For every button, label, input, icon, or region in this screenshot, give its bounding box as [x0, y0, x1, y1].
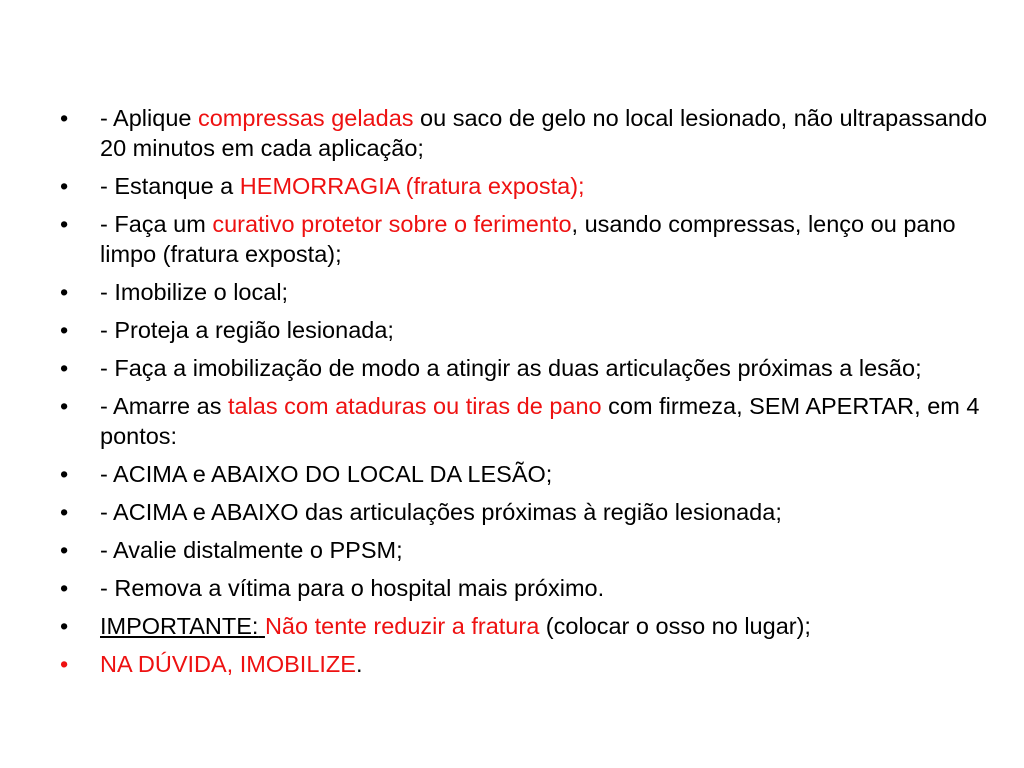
bullet-text: - ACIMA e ABAIXO das articulações próximas à região lesionada; — [100, 499, 782, 525]
bullet-marker: • — [60, 355, 69, 381]
bullet-marker: • — [60, 279, 69, 305]
bullet-marker: • — [60, 613, 69, 639]
bullet-text: - Faça a imobilização de modo a atingir as duas articulações próximas a lesão; — [100, 355, 922, 381]
bullet-marker: • — [60, 575, 69, 601]
bullet-text: - Avalie distalmente o PPSM; — [100, 537, 403, 563]
bullet-item — [60, 573, 990, 603]
bullet-item — [60, 209, 990, 269]
bullet-text: - ACIMA e ABAIXO DO LOCAL DA LESÃO; — [100, 461, 553, 487]
bullet-item — [60, 103, 990, 163]
highlighted-text: compressas geladas — [197, 105, 414, 131]
bullet-text: ou saco de gelo no local lesionado, não ultrapassando 20 minutos em cada aplicação; — [100, 105, 988, 161]
highlighted-text: talas com ataduras ou tiras de pano — [227, 393, 602, 419]
bullet-marker: • — [60, 173, 69, 199]
bullet-text: IMPORTANTE: — [100, 613, 259, 639]
bullet-text: - Estanque a — [100, 173, 240, 199]
bullet-text: , usando compressas, lenço ou pano limpo (fratura exposta); — [100, 211, 956, 267]
bullet-item — [60, 497, 990, 527]
bullet-item — [60, 649, 990, 679]
bullet-item — [60, 353, 990, 383]
bullet-item — [60, 315, 990, 345]
highlighted-text: HEMORRAGIA (fratura exposta); — [239, 173, 585, 199]
bullet-text: - Amarre as — [100, 393, 228, 419]
bullet-marker: • — [60, 461, 69, 487]
bullet-item — [60, 277, 990, 307]
bullet-text: com firmeza, SEM APERTAR, em 4 pontos: — [100, 393, 980, 449]
bullet-text: - Imobilize o local; — [100, 279, 289, 305]
bullet-marker: • — [60, 651, 69, 677]
bullet-text: (colocar o osso no lugar); — [539, 613, 811, 639]
bullet-text: . — [355, 651, 363, 677]
bullet-item — [60, 535, 990, 565]
bullet-marker: • — [60, 317, 69, 343]
bullet-marker: • — [60, 499, 69, 525]
highlighted-text: Não tente reduzir a fratura — [264, 613, 540, 639]
bullet-marker: • — [60, 211, 69, 237]
bullet-text: - Remova a vítima para o hospital mais próximo. — [100, 575, 605, 601]
bullet-item — [60, 171, 990, 201]
highlighted-text: NA DÚVIDA, IMOBILIZE — [100, 651, 356, 677]
bullet-text: - Faça um — [100, 211, 213, 237]
highlighted-text: curativo protetor sobre o ferimento — [212, 211, 572, 237]
bullet-item — [60, 459, 990, 489]
bullet-marker: • — [60, 393, 69, 419]
bullet-text: - Proteja a região lesionada; — [100, 317, 394, 343]
bullet-text: - Aplique — [100, 105, 198, 131]
bullet-list — [60, 103, 990, 687]
bullet-marker: • — [60, 105, 69, 131]
bullet-item — [60, 611, 990, 641]
bullet-item — [60, 391, 990, 451]
bullet-marker: • — [60, 537, 69, 563]
